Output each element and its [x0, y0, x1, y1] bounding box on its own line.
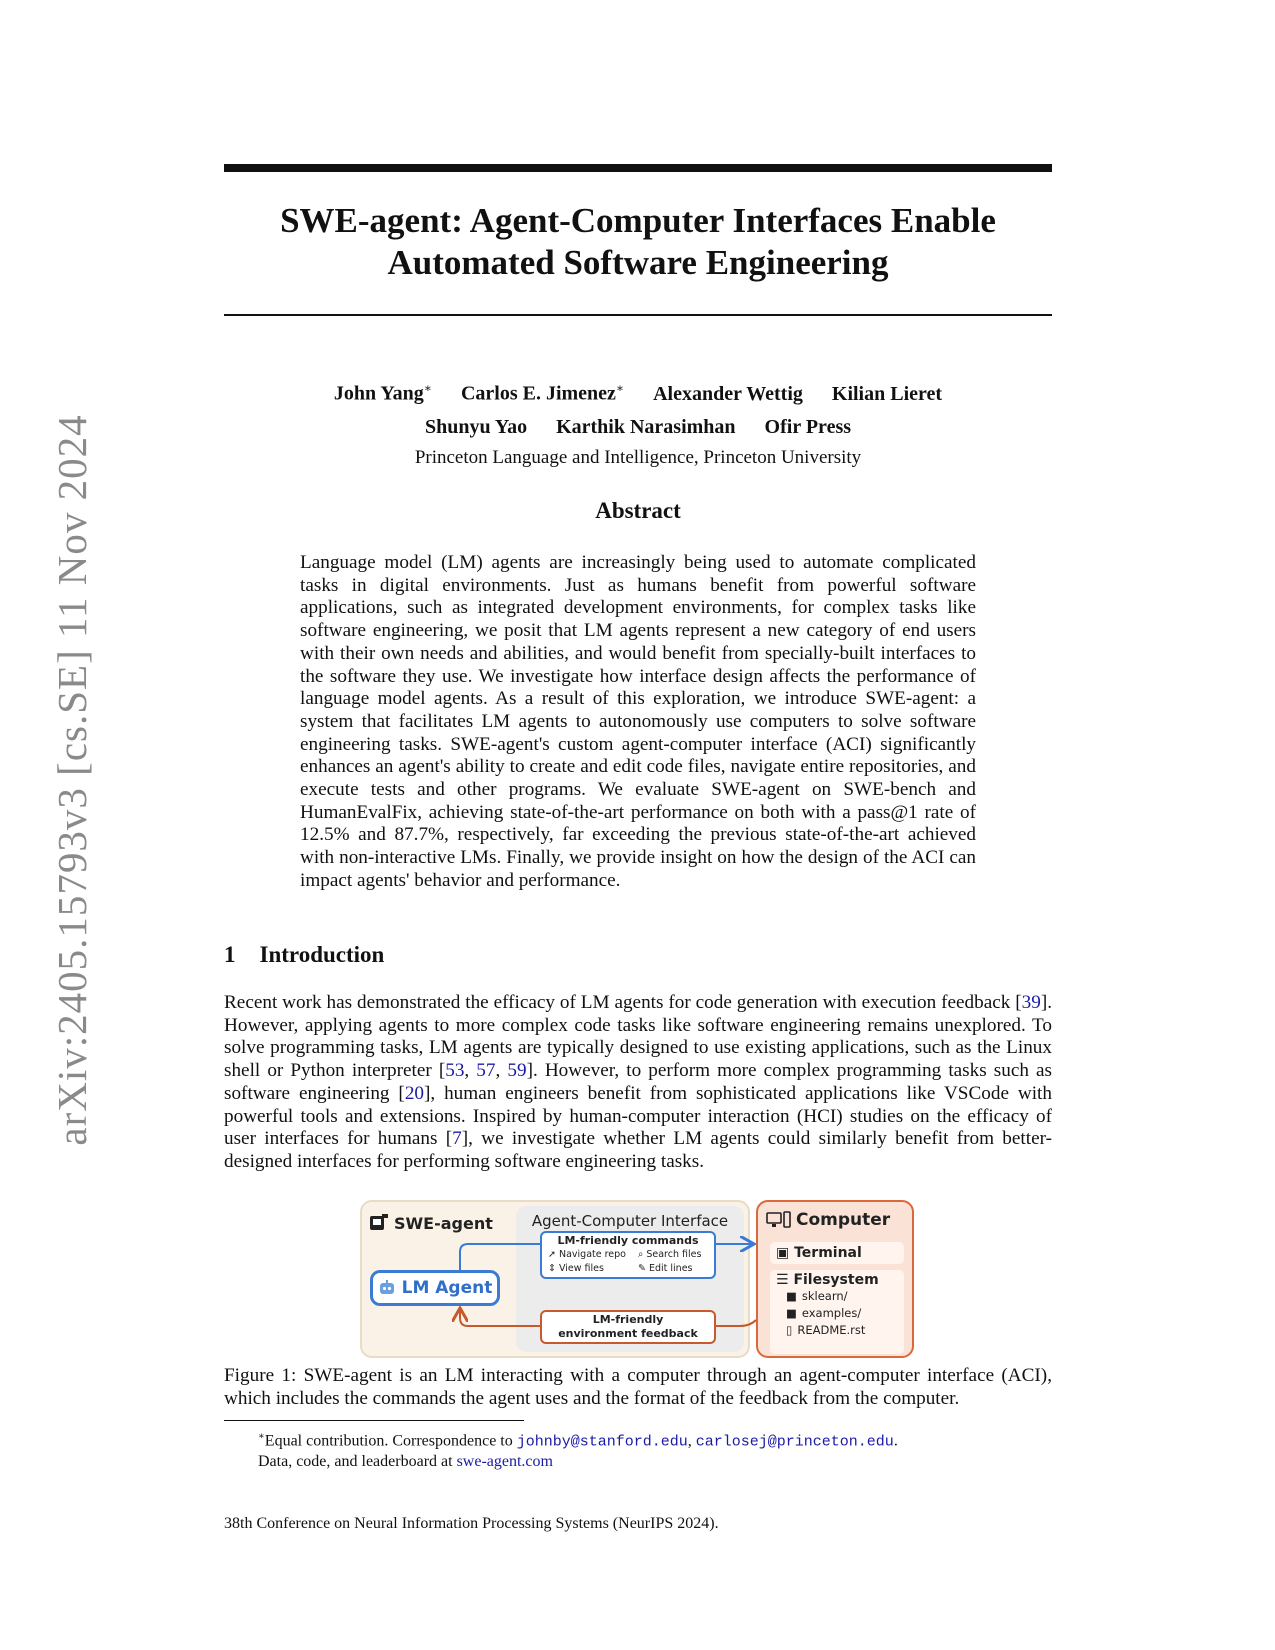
author-row-2: [224, 411, 1052, 444]
folder-icon: ■: [786, 1306, 797, 1320]
figure-1-diagram: [360, 1200, 916, 1360]
author: Alexander Wettig: [653, 382, 803, 405]
affiliation: Princeton Language and Intelligence, Princeton University: [414, 447, 862, 468]
aci-title: Agent-Computer Interface: [531, 1212, 729, 1230]
email-link[interactable]: carlosej@princeton.edu: [695, 1433, 894, 1451]
author-list: [224, 372, 1052, 444]
swe-agent-brand: SWE-agent: [368, 1212, 493, 1234]
venue-note: 38th Conference on Neural Information Processing Systems (NeurIPS 2024).: [224, 1515, 719, 1532]
figure-arrows: [360, 1200, 916, 1360]
abstract-heading: Abstract: [595, 498, 681, 523]
title-bottom-rule: [224, 314, 1052, 316]
arxiv-stamp: arXiv:2405.15793v3 [cs.SE] 11 Nov 2024: [49, 414, 95, 1146]
file-item: ■ examples/: [786, 1306, 862, 1320]
command-search-files: ⌕ Search files: [638, 1249, 702, 1260]
command-arrow: [460, 1244, 540, 1270]
introduction-paragraph: Recent work has demonstrated the efficacy of LM agents for code generation with execution feedback [39]. However, applying agents to more complex code tasks like software engineering remains unexplored. To solve programming tasks, LM agents are typically designed to use existing applications, such as the Linux shell or Python interpreter [53, 57, 59]. However, to perform more complex programming tasks such as software engineering [20], human engineers benefit from sophisticated applications like VSCode with powerful tools and extensions. Inspired by human-computer interaction (HCI) studies on the efficacy of user interfaces for humans [7], we investigate whether LM agents could similarly benefit from better-designed interfaces for performing software engineering tasks.: [224, 992, 1053, 1172]
citation-link[interactable]: 53: [445, 1060, 465, 1082]
author: John Yang∗: [333, 381, 432, 405]
feedback-from-computer-arrow: [716, 1320, 756, 1326]
author: Ofir Press: [764, 415, 852, 438]
section-heading-introduction: [224, 942, 384, 968]
terminal-item: ▣ Terminal: [770, 1242, 904, 1264]
folder-icon: ■: [786, 1289, 797, 1303]
footnote: ∗Equal contribution. Correspondence to johnby@stanford.edu, carlosej@princeton.edu. Data, code, and leaderboard at swe-agent.com: [258, 1431, 898, 1471]
title-line-2: Automated Software Engineering: [387, 243, 889, 282]
file-item: ■ sklearn/: [786, 1289, 848, 1303]
email-link[interactable]: johnby@stanford.edu: [516, 1433, 688, 1451]
filesystem-title: ☰ Filesystem: [776, 1272, 879, 1288]
section-number: 1: [224, 942, 236, 967]
citation-link[interactable]: 7: [452, 1128, 462, 1150]
title-top-rule: [224, 164, 1052, 172]
paper-title: [224, 200, 1052, 284]
feedback-to-agent-arrow: [460, 1310, 540, 1326]
author: Carlos E. Jimenez∗: [460, 381, 625, 405]
figure-caption: Figure 1: SWE-agent is an LM interacting with a computer through an agent-computer interface (ACI), which includes the commands the agent uses and the format of the feedback from the computer.: [224, 1365, 1052, 1409]
author: Kilian Lieret: [831, 382, 943, 405]
footnote-rule: [224, 1420, 524, 1421]
file-icon: ▯: [786, 1323, 793, 1337]
command-navigate-repo: ➚ Navigate repo: [548, 1249, 626, 1260]
command-view-files: ⇕ View files: [548, 1263, 604, 1274]
file-item: ▯ README.rst: [786, 1323, 866, 1337]
title-line-1: SWE-agent: Agent-Computer Interfaces Enable: [280, 201, 996, 240]
citation-link[interactable]: 20: [404, 1082, 424, 1104]
section-title: Introduction: [259, 942, 385, 967]
environment-feedback-box: LM-friendly environment feedback: [540, 1310, 716, 1344]
author: Karthik Narasimhan: [556, 415, 736, 438]
command-edit-lines: ✎ Edit lines: [638, 1263, 693, 1274]
citation-link[interactable]: 39: [1021, 992, 1041, 1013]
lm-friendly-commands-box: LM-friendly commands ➚ Navigate repo ⌕ Search files ⇕ View files ✎ Edit lines: [540, 1231, 716, 1279]
author-row-1: [224, 372, 1052, 411]
computer-title: Computer: [766, 1210, 890, 1230]
author: Shunyu Yao: [424, 415, 528, 438]
citation-link[interactable]: 59: [507, 1060, 527, 1082]
lm-agent-box: LM Agent: [370, 1270, 500, 1306]
website-link[interactable]: swe-agent.com: [456, 1453, 553, 1471]
abstract-body: Language model (LM) agents are increasingly being used to automate complicated tasks in digital environments. Just as humans benefit from powerful software applications, such as integrated development environments, for complex tasks like software engineering, we posit that LM agents represent a new category of end users with their own needs and abilities, and would benefit from specially-built interfaces to the software they use. We investigate how interface design affects the performance of language model agents. As a result of this exploration, we introduce SWE-agent: a system that facilitates LM agents to autonomously use computers to solve software engineering tasks. SWE-agent's custom agent-computer interface (ACI) significantly enhances an agent's ability to create and edit code files, navigate entire repositories, and execute tests and other programs. We evaluate SWE-agent on SWE-bench and HumanEvalFix, achieving state-of-the-art performance on both with a pass@1 rate of 12.5% and 87.7%, respectively, far exceeding the previous state-of-the-art achieved with non-interactive LMs. Finally, we provide insight on how the design of the ACI can impact agents' behavior and performance.: [300, 552, 976, 891]
citation-link[interactable]: 57: [476, 1060, 496, 1082]
